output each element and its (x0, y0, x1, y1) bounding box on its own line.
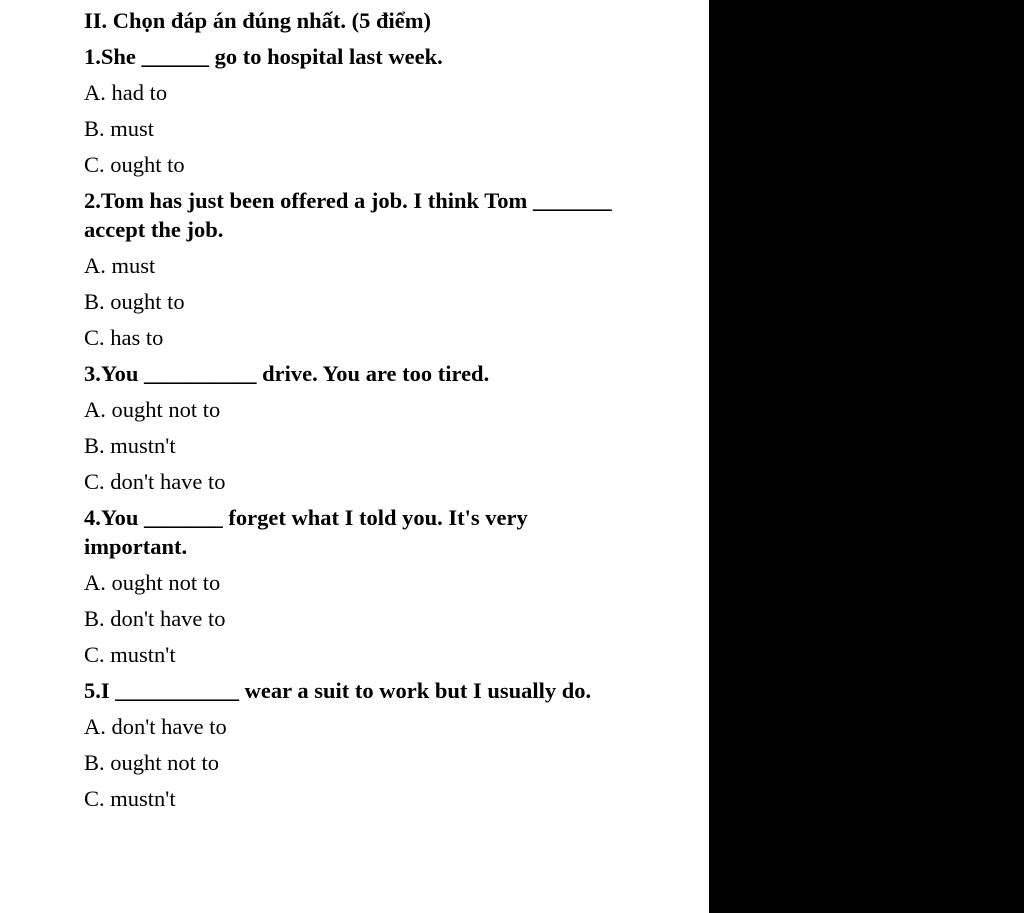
question-block-5 (84, 676, 624, 814)
question-1-option-b: B. must (84, 116, 155, 141)
question-5-text: 5.I ___________ wear a suit to work but I usually do. (84, 678, 592, 703)
section-title: II. Chọn đáp án đúng nhất. (5 điểm) (84, 8, 431, 33)
exercise-content (84, 6, 624, 820)
question-3-option-c: C. don't have to (84, 469, 226, 494)
question-3-text: 3.You __________ drive. You are too tired. (84, 361, 490, 386)
question-1-text: 1.She ______ go to hospital last week. (84, 44, 443, 69)
question-2-text: 2.Tom has just been offered a job. I think Tom _______ accept the job. (84, 188, 612, 242)
question-2-option-b: B. ought to (84, 289, 185, 314)
question-1-option-a: A. had to (84, 80, 168, 105)
question-5-option-a: A. don't have to (84, 714, 227, 739)
question-1-option-c: C. ought to (84, 152, 185, 177)
question-block-4 (84, 503, 624, 670)
question-block-2 (84, 186, 624, 353)
question-5-option-c: C. mustn't (84, 786, 176, 811)
question-2-option-a: A. must (84, 253, 156, 278)
question-4-option-a: A. ought not to (84, 570, 221, 595)
question-4-option-b: B. don't have to (84, 606, 226, 631)
question-block-1 (84, 42, 624, 180)
question-5-option-b: B. ought not to (84, 750, 220, 775)
question-3-option-b: B. mustn't (84, 433, 176, 458)
black-side-panel (709, 0, 1024, 913)
question-4-text: 4.You _______ forget what I told you. It's very important. (84, 505, 528, 559)
question-2-option-c: C. has to (84, 325, 164, 350)
question-4-option-c: C. mustn't (84, 642, 176, 667)
question-block-3 (84, 359, 624, 497)
question-3-option-a: A. ought not to (84, 397, 221, 422)
